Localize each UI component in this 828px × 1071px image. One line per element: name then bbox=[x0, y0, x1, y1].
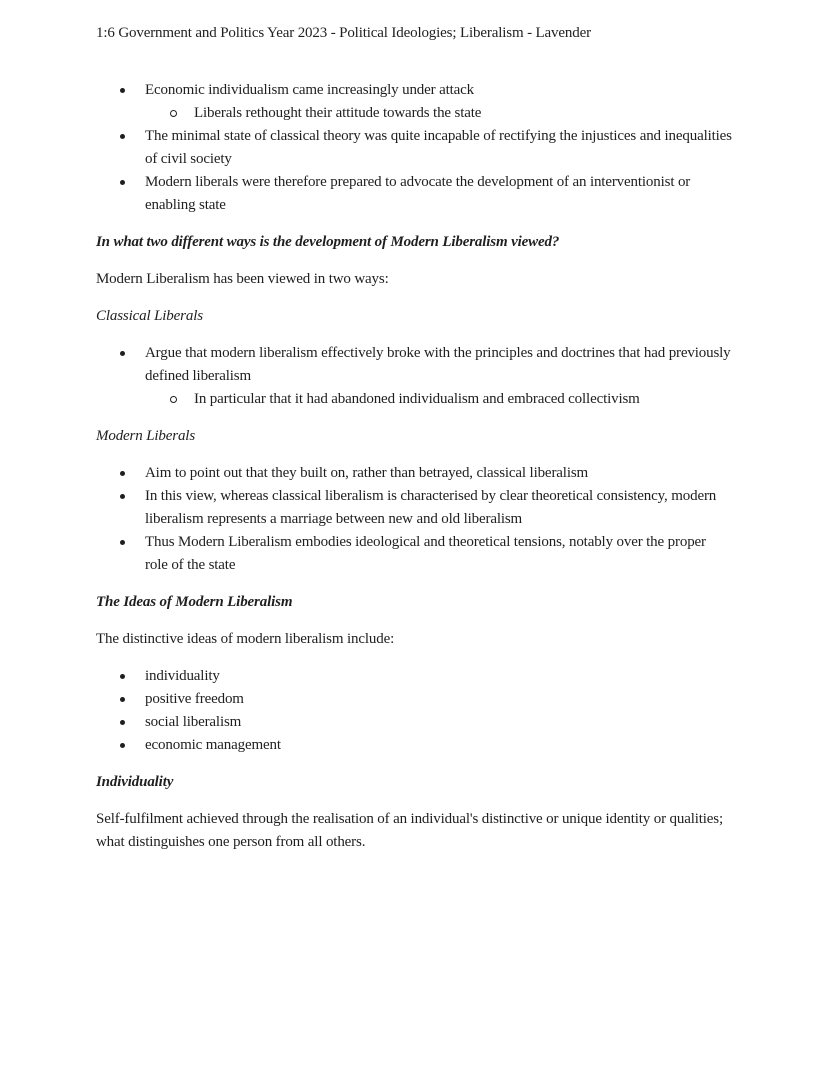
bullet-icon bbox=[120, 351, 125, 356]
list-item-text: Economic individualism came increasingly under attack bbox=[145, 82, 475, 98]
list-item bbox=[145, 102, 732, 125]
nested-bullet-list bbox=[145, 388, 732, 411]
opening-bullet-list bbox=[96, 79, 732, 217]
list-item bbox=[96, 711, 732, 734]
list-item bbox=[96, 462, 732, 485]
classical-bullet-list bbox=[96, 342, 732, 411]
bullet-icon bbox=[120, 697, 125, 702]
list-item-text: The minimal state of classical theory was quite incapable of rectifying the injustices and inequalities of civil society bbox=[145, 128, 732, 167]
circle-bullet-icon bbox=[170, 396, 177, 403]
list-item bbox=[96, 485, 732, 531]
list-item bbox=[96, 125, 732, 171]
subheading-modern-liberals: Modern Liberals bbox=[96, 428, 196, 444]
bullet-icon bbox=[120, 134, 125, 139]
list-item-text: Aim to point out that they built on, rather than betrayed, classical liberalism bbox=[145, 465, 589, 481]
document-header-title: 1:6 Government and Politics Year 2023 - Political Ideologies; Liberalism - Lavender bbox=[96, 25, 591, 41]
list-item-text: Liberals rethought their attitude towards the state bbox=[194, 105, 482, 121]
ideas-bullet-list bbox=[96, 665, 732, 757]
list-item-text: positive freedom bbox=[145, 691, 244, 707]
list-item bbox=[96, 531, 732, 577]
bullet-icon bbox=[120, 180, 125, 185]
list-item bbox=[145, 388, 732, 411]
list-item bbox=[96, 688, 732, 711]
list-item bbox=[96, 665, 732, 688]
list-item bbox=[96, 734, 732, 757]
list-item-text: Argue that modern liberalism effectively broke with the principles and doctrines that had previously defined liberalism bbox=[145, 345, 731, 384]
modern-bullet-list bbox=[96, 462, 732, 577]
paragraph-question-intro: Modern Liberalism has been viewed in two ways: bbox=[96, 271, 389, 287]
bullet-icon bbox=[120, 88, 125, 93]
bullet-icon bbox=[120, 743, 125, 748]
nested-bullet-list bbox=[145, 102, 732, 125]
section-heading-ideas: The Ideas of Modern Liberalism bbox=[96, 594, 293, 610]
list-item-text: social liberalism bbox=[145, 714, 242, 730]
list-item-text: Modern liberals were therefore prepared to advocate the development of an interventionist or enabling state bbox=[145, 174, 691, 213]
paragraph-individuality-definition: Self-fulfilment achieved through the realisation of an individual's distinctive or unique identity or qualities; what distinguishes one person from all others. bbox=[96, 811, 723, 850]
list-item bbox=[96, 171, 732, 217]
list-item-text: In particular that it had abandoned individualism and embraced collectivism bbox=[194, 391, 640, 407]
list-item-text: individuality bbox=[145, 668, 220, 684]
list-item-text: economic management bbox=[145, 737, 281, 753]
list-item-text: Thus Modern Liberalism embodies ideological and theoretical tensions, notably over the proper role of the state bbox=[145, 534, 706, 573]
paragraph-ideas-intro: The distinctive ideas of modern liberalism include: bbox=[96, 631, 395, 647]
bullet-icon bbox=[120, 540, 125, 545]
bullet-icon bbox=[120, 720, 125, 725]
bullet-icon bbox=[120, 471, 125, 476]
list-item-text: In this view, whereas classical liberalism is characterised by clear theoretical consistency, modern liberalism represents a marriage between new and old liberalism bbox=[145, 488, 717, 527]
list-item bbox=[96, 342, 732, 411]
list-item bbox=[96, 79, 732, 125]
section-heading-individuality: Individuality bbox=[96, 774, 174, 790]
bullet-icon bbox=[120, 674, 125, 679]
section-heading-question: In what two different ways is the development of Modern Liberalism viewed? bbox=[96, 234, 560, 250]
bullet-icon bbox=[120, 494, 125, 499]
circle-bullet-icon bbox=[170, 110, 177, 117]
subheading-classical-liberals: Classical Liberals bbox=[96, 308, 203, 324]
